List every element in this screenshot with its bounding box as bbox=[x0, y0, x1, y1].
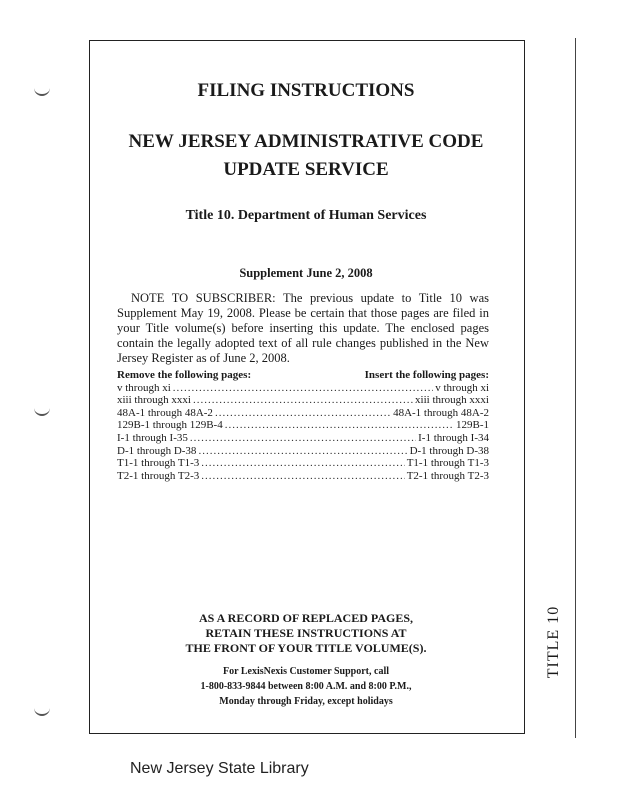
table-row bbox=[117, 394, 489, 407]
record-line2: RETAIN THESE INSTRUCTIONS AT bbox=[205, 626, 407, 640]
table-row bbox=[117, 407, 489, 420]
record-line3: THE FRONT OF YOUR TITLE VOLUME(S). bbox=[185, 641, 427, 655]
page-title: FILING INSTRUCTIONS bbox=[197, 80, 415, 101]
remove-pages: 129B-1 through 129B-4 bbox=[117, 419, 223, 432]
insert-pages: D-1 through D-38 bbox=[409, 444, 489, 457]
side-tab-label: TITLE 10 bbox=[545, 605, 562, 679]
insert-pages: 48A-1 through 48A-2 bbox=[393, 406, 489, 419]
leader-dots bbox=[215, 407, 391, 420]
table-row bbox=[117, 432, 489, 445]
code-title-line1: NEW JERSEY ADMINISTRATIVE CODE bbox=[128, 131, 484, 152]
leader-dots bbox=[225, 419, 454, 432]
remove-pages: I-1 through I-35 bbox=[117, 431, 188, 444]
remove-header: Remove the following pages: bbox=[117, 369, 252, 381]
library-stamp: New Jersey State Library bbox=[130, 760, 309, 777]
remove-pages: T2-1 through T2-3 bbox=[117, 469, 200, 482]
supplement-date: Supplement June 2, 2008 bbox=[239, 266, 373, 280]
punch-hole-mark bbox=[34, 708, 50, 716]
record-line1: AS A RECORD OF REPLACED PAGES, bbox=[198, 611, 414, 625]
table-row bbox=[117, 457, 489, 470]
subscriber-note: NOTE TO SUBSCRIBER: The previous update to Title 10 was Supplement May 19, 2008. Please be certain that those pages are filed in your Title volume(s) before inserting this update. The enclosed pages contain the legally adopted text of all rule changes published in the New Jersey Register as of June 2, 2008. bbox=[117, 291, 489, 365]
leader-dots bbox=[173, 382, 433, 395]
title-department: Title 10. Department of Human Services bbox=[185, 208, 427, 223]
customer-support-notice bbox=[89, 664, 523, 709]
leader-dots bbox=[193, 394, 413, 407]
leader-dots bbox=[198, 445, 407, 458]
leader-dots bbox=[190, 432, 416, 445]
insert-header: Insert the following pages: bbox=[364, 369, 489, 381]
side-tab bbox=[536, 597, 572, 687]
remove-pages: 48A-1 through 48A-2 bbox=[117, 406, 213, 419]
support-line1: For LexisNexis Customer Support, call bbox=[222, 666, 389, 677]
remove-pages: v through xi bbox=[117, 381, 171, 394]
punch-hole-mark bbox=[34, 88, 50, 96]
leader-dots bbox=[201, 457, 404, 470]
table-row bbox=[117, 382, 489, 395]
record-notice bbox=[89, 611, 523, 656]
table-row bbox=[117, 470, 489, 483]
remove-pages: T1-1 through T1-3 bbox=[117, 457, 200, 470]
insert-pages: xiii through xxxi bbox=[415, 394, 489, 407]
punch-hole-mark bbox=[34, 408, 50, 416]
table-header bbox=[117, 369, 489, 382]
remove-pages: D-1 through D-38 bbox=[117, 444, 197, 457]
code-title-line2: UPDATE SERVICE bbox=[223, 159, 389, 180]
remove-pages: xiii through xxxi bbox=[117, 394, 191, 407]
insert-pages: I-1 through I-34 bbox=[418, 431, 489, 444]
page-replacement-table bbox=[117, 369, 489, 482]
insert-pages: T1-1 through T1-3 bbox=[406, 457, 489, 470]
table-row bbox=[117, 419, 489, 432]
table-row bbox=[117, 445, 489, 458]
insert-pages: 129B-1 bbox=[456, 419, 489, 432]
code-title bbox=[89, 128, 523, 184]
tab-divider-line bbox=[575, 38, 576, 738]
insert-pages: v through xi bbox=[435, 381, 489, 394]
insert-pages: T2-1 through T2-3 bbox=[406, 469, 489, 482]
support-line2: 1-800-833-9844 between 8:00 A.M. and 8:00 P.M., bbox=[200, 681, 412, 692]
leader-dots bbox=[201, 470, 404, 483]
support-line3: Monday through Friday, except holidays bbox=[219, 696, 393, 707]
